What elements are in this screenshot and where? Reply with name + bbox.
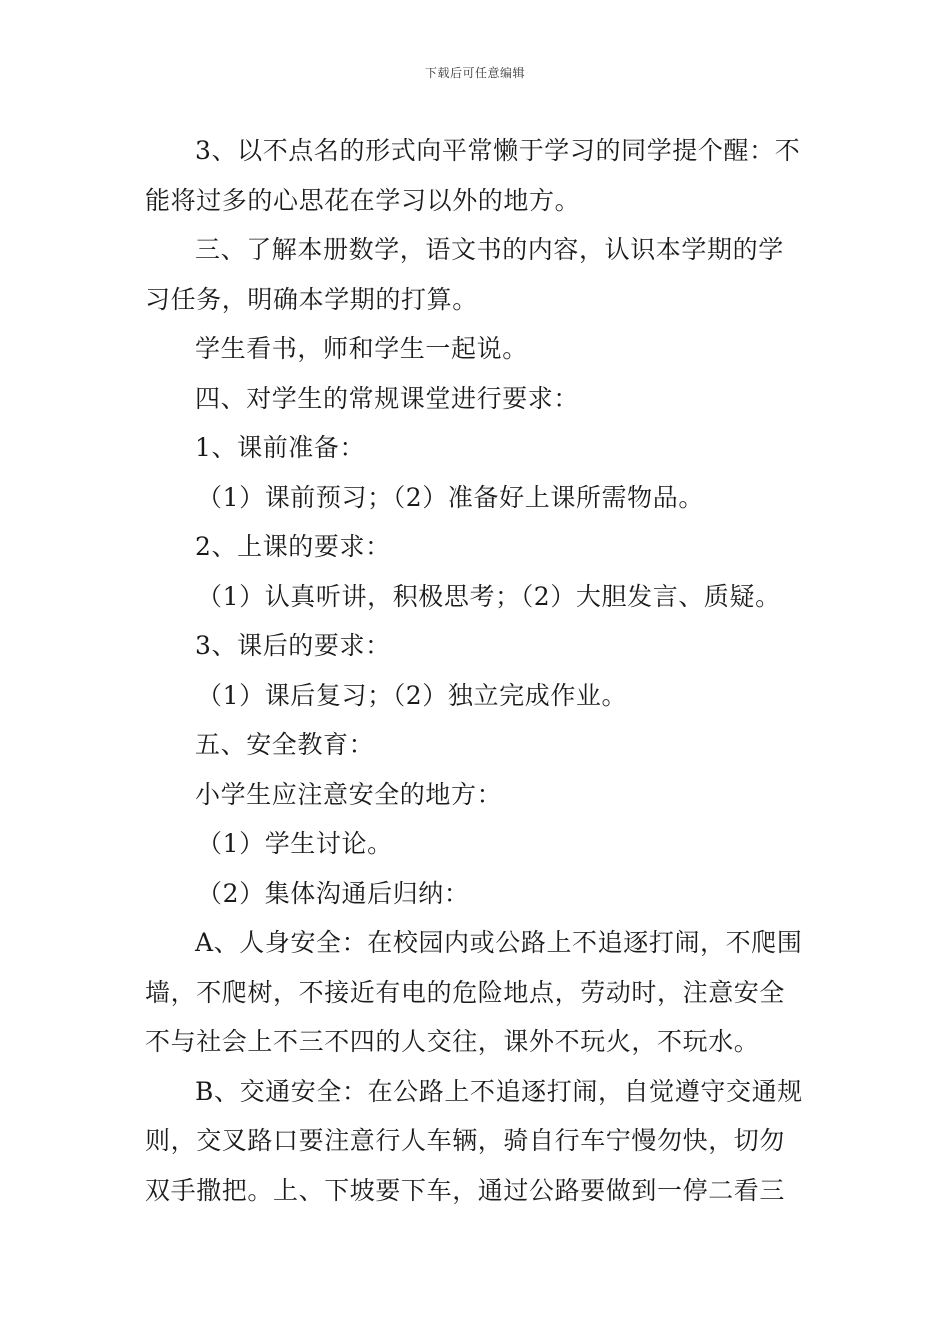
section-heading: 四、对学生的常规课堂进行要求： [195, 383, 580, 413]
paragraph-line: 双手撒把。上、下坡要下车，通过公路要做到一停二看三 [145, 1175, 786, 1205]
paragraph-line: 不与社会上不三不四的人交往，课外不玩火，不玩水。 [145, 1027, 760, 1056]
page-header: 下载后可任意编辑 [424, 66, 525, 80]
paragraph-line: 能将过多的心思花在学习以外的地方。 [145, 185, 581, 215]
paragraph-line: 小学生应注意安全的地方： [195, 779, 503, 809]
paragraph-line: A、人身安全：在校园内或公路上不追逐打闹，不爬围 [195, 928, 803, 957]
paragraph-line: 3、以不点名的形式向平常懒于学习的同学提个醒：不 [195, 136, 801, 165]
subheading: 2、上课的要求： [195, 532, 391, 561]
document-body [145, 126, 810, 1215]
list-item: （2）集体沟通后归纳： [197, 878, 470, 908]
paragraph-line: 则，交叉路口要注意行人车辆，骑自行车宁慢勿快，切勿 [145, 1126, 786, 1155]
subheading: 3、课后的要求： [195, 631, 391, 660]
list-item: （1）认真听讲，积极思考；（2）大胆发言、质疑。 [197, 581, 781, 611]
list-item: （1）学生讨论。 [197, 829, 393, 858]
paragraph-line: 习任务，明确本学期的打算。 [145, 284, 478, 314]
section-heading: 五、安全教育： [195, 730, 375, 759]
paragraph-line: B、交通安全：在公路上不追逐打闹，自觉遵守交通规 [195, 1076, 803, 1106]
paragraph-line: 墙，不爬树，不接近有电的危险地点，劳动时，注意安全 [145, 977, 786, 1007]
paragraph-line: 学生看书，师和学生一起说。 [195, 334, 528, 363]
list-item: （1）课前预习；（2）准备好上课所需物品。 [197, 482, 704, 512]
list-item: （1）课后复习；（2）独立完成作业。 [197, 680, 628, 710]
subheading: 1、课前准备： [195, 433, 366, 462]
paragraph-line: 三、了解本册数学，语文书的内容，认识本学期的学 [195, 235, 784, 264]
